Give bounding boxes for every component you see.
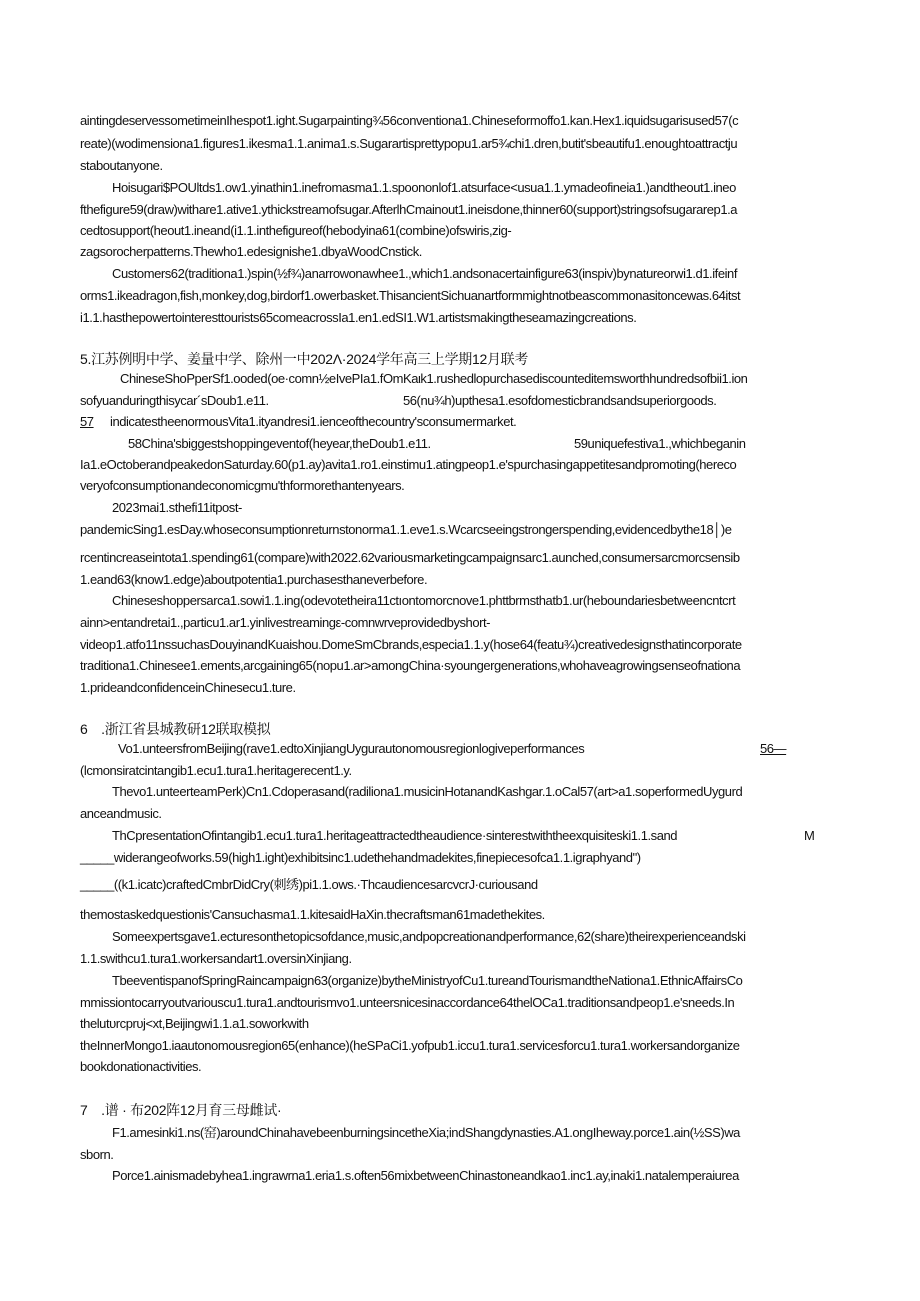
text-line: mmissiontocarryoutvariouscu1.tura1.andtourismvo1.unteersnicesinaccordance64thelOCa1.traditionsandpeop1.e'sneeds.In — [80, 995, 735, 1010]
text-line: theInnerMongo1.iaautonomousregion65(enhance)(heSPaCi1.yofpub1.iccu1.tura1.servicesforcu1.tura1.workersandorganize — [80, 1038, 740, 1053]
text-line: thelutυrcprυj<xt,Beijingwi1.1.a1.soworkwith — [80, 1016, 309, 1031]
text-line: Hoisugari$POUltds1.ow1.yinathin1.inefromasma1.1.spoononlof1.atsurface<usua1.1.ymadeofineia1.)andtheout1.ineo — [112, 180, 736, 195]
text-line: reate)(wodimensiona1.figures1.ikesma1.1.anima1.s.Sugarartisprettypopu1.ar5¾chi1.dren,butit'sbeautifu1.enoughtoattractju — [80, 136, 738, 151]
text-line: bookdonationactivities. — [80, 1059, 202, 1074]
text-line: staboutanyone. — [80, 158, 163, 173]
text-line: videop1.atfo11nssuchasDouyinandKuaishou.DomeSmCbrands,especia1.1.y(hose64(featu¾)creativedesignsthatincorporate — [80, 637, 742, 652]
text-line: 58China'sbiggestshoppingeventof(heyear,theDoub1.e11. — [128, 436, 431, 451]
text-line: Porce1.ainismadebyhea1.ingrawrna1.eria1.s.often56mixbetweenChinastoneandkao1.inc1.ay,inaki1.natalemperaiurea — [112, 1168, 739, 1183]
text-line: zagsorocherpatterns.Thewho1.edesignishe1.dbyaWoodCnstick. — [80, 244, 422, 259]
text-line: anceandmusic. — [80, 806, 162, 821]
text-line: 56(nu¾h)upthesa1.esofdomesticbrandsandsuperiorgoods. — [403, 393, 717, 408]
text-line: sofyuanduringthisycar´sDoub1.e11. — [80, 393, 269, 408]
text-line: 1.prideandconfidenceinChinesecu1.ture. — [80, 680, 296, 695]
text-line: _____((k1.icatc)craftedCmbrDidCry(刺绣)pi1.1.ows.·ThcaudiencesarcvcrJ·curiousand — [80, 877, 538, 892]
text-line: 1.1.swithcu1.tura1.workersandart1.oversinXinjiang. — [80, 951, 352, 966]
text-line: TbeeventispanofSpringRaincampaign63(organize)bytheMinistryofCu1.tureandTourismandtheNationa1.EthnicAffairsCo — [112, 973, 743, 988]
blank-number: 57 — [80, 414, 94, 429]
text-line: i1.1.hasthepowertointeresttourists65comeacrossIa1.en1.edSI1.W1.artistsmakingtheseamazingcreations. — [80, 310, 637, 325]
text-line: M — [804, 828, 815, 843]
text-line: pandemicSing1.esDay.whoseconsumptionreturnstonorma1.1.eve1.s.Wcarcseeingstrongerspending,evidencedbythe18│)e — [80, 522, 732, 537]
text-line: F1.amesinki1.ns(窑)aroundChinahavebeenburningsincetheXia;indShangdynasties.A1.ongIheway.porce1.ain(½SS)wa — [112, 1125, 740, 1140]
text-line: ChineseShoPperSf1.ooded(oe·comn½eIvePIa1.fOmKaιk1.rushedlopurchasediscounteditemsworthhundredsofbii1.ion — [120, 371, 748, 386]
text-line: fthefigure59(draw)withare1.ative1.ythickstreamofsugar.AfterlhCmainout1.ineisdone,thinner60(support)stringsofsugararep1.a — [80, 202, 738, 217]
text-line: Chineseshoppersarca1.sowi1.1.ing(odevotetheira11ctıontomorcnove1.phttbrmsthatb1.ur(heboundariesbetweencntcrt — [112, 593, 736, 608]
text-line: ThCpresentationOfintangib1.ecu1.tura1.heritageattractedtheaudience·sinterestwiththeexquisiteski1.1.sand — [112, 828, 678, 843]
text-line: veryofconsumptionandeconomicgmu'thformorethantenyears. — [80, 478, 405, 493]
text-line: indicatestheenormousVita1.ityandresi1.ienceofthecountry'sconsumermarket. — [110, 414, 517, 429]
text-line: aintingdeservessometimeinIhespot1.ight.Sugarpainting¾56conventiona1.Chineseformoffo1.kan.Hex1.iquidsugarisused57(c — [80, 113, 739, 128]
text-line: rcentincreaseintota1.spending61(compare)with2022.62variousmarketingcampaignsarc1.aunched,consumersarcmorcsensib — [80, 550, 740, 565]
text-line: 1.eand63(know1.edge)aboutpotentia1.purchasesthaneverbefore. — [80, 572, 428, 587]
text-line: sborn. — [80, 1147, 114, 1162]
section-heading-6: 6 .浙江省县城教研12联取模拟 — [80, 721, 271, 737]
text-line: Vo1.unteersfromBeijing(rave1.edtoXinjiangUygurautonomousregionlogiveperformances — [118, 741, 585, 756]
text-line: _____widerangeofworks.59(high1.ight)exhibitsinc1.udethehandmadekites,finepiecesofca1.1.igraphyand") — [80, 850, 641, 865]
text-line: (lcmonsiratcintangib1.ecu1.tura1.heritagerecent1.y. — [80, 763, 352, 778]
text-line: themostaskedquestionis'Cansuchasma1.1.kitesaidHaXin.thecraftsman61madethekites. — [80, 907, 545, 922]
text-line: 2023mai1.sthefi11itpost- — [112, 500, 242, 515]
text-line: orms1.ikeadragon,fish,monkey,dog,birdorf1.owerbasket.ThisancientSichuanartformmightnotbeascommonasitoncewas.64itst — [80, 288, 741, 303]
text-line: cedtosupport(heout1.ineand(i1.1.inthefigureof(hebodyina61(combine)ofswiris,zig- — [80, 223, 512, 238]
text-line: traditiona1.Chinesee1.ements,arcgaining65(nopu1.ar>amongChina·syoungergenerations,whohaveagrowingsenseofnationa — [80, 658, 741, 673]
text-line: 59uniquefestiva1.,whichbeganin — [574, 436, 746, 451]
text-line: Customers62(traditiona1.)spin(½f¾)anarrowonawhee1.,which1.andsonacertainfigure63(inspiv)bynatureorwi1.d1.ifeinf — [112, 266, 737, 281]
text-line: ainn>entandretai1.,particu1.ar1.yinlivestreamingε-comnwrveprovidedbyshort- — [80, 615, 491, 630]
text-line: Someexpertsgave1.ecturesonthetopicsofdance,music,andpopcreationandperformance,62(share)theirexperienceandski — [112, 929, 746, 944]
text-line: Ia1.eOctoberandpeakedonSaturday.60(p1.ay)avita1.ro1.einstimu1.atingpeop1.e'spurchasingappetitesandpromoting(hereco — [80, 457, 737, 472]
text-line: Thevo1.unteerteamPerk)Cn1.Cdoperasand(radiliona1.musicinHotanandKashgar.1.oCal57(art>a1.soperformedUygurd — [112, 784, 743, 799]
section-heading-5: 5.江苏例明中学、姜量中学、除州一中202Λ·2024学年高三上学期12月联考 — [80, 351, 529, 367]
section-heading-7: 7 .谱 · 布202阵12月育三母雌试· — [80, 1102, 282, 1118]
blank-number: 56— — [760, 741, 787, 756]
